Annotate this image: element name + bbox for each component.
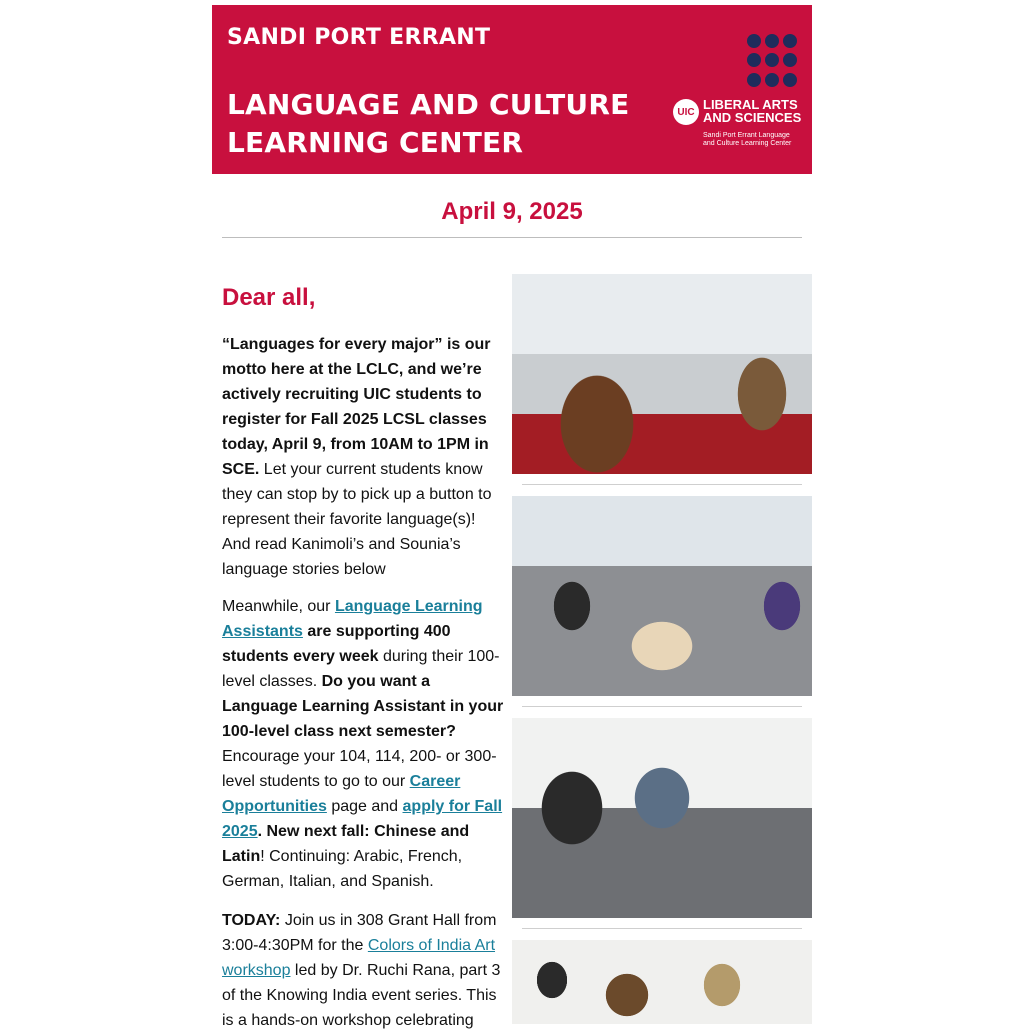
banner-title-line-2: LEARNING CENTER xyxy=(227,126,524,159)
text-segment: Join us in 308 Grant Hall from 3:00-4:30PM for the xyxy=(222,912,497,954)
banner-title-line-1: LANGUAGE AND CULTURE xyxy=(227,88,630,121)
paragraph-assistants xyxy=(222,594,504,894)
paragraph-today xyxy=(222,908,504,1033)
divider xyxy=(222,237,802,238)
dot-grid-logo-icon xyxy=(747,34,801,88)
college-subtitle: Sandi Port Errant Language and Culture Learning Center xyxy=(703,132,792,147)
text-segment: Encourage your 104, 114, 200- or 300-level students to go to our xyxy=(222,748,497,790)
bold-segment: are supporting 400 students every week xyxy=(222,623,451,665)
photo-divider xyxy=(522,484,802,485)
text-segment: page and xyxy=(326,798,403,815)
uic-logo-icon: UIC xyxy=(673,99,699,125)
text-segment: during their 100-level classes. xyxy=(222,648,500,690)
apply-fall-2025-link[interactable]: apply for Fall 2025 xyxy=(222,798,503,840)
career-opportunities-link[interactable]: Career Opportunities xyxy=(222,773,461,815)
intro-bold: “Languages for every major” is our motto here at the LCLC, and we’re actively recruiting UIC students to register for Fall 2025 LCSL classes today, April 9, from 10AM to 1PM in SCE. xyxy=(222,336,491,478)
paragraph-intro xyxy=(222,332,504,582)
greeting: Dear all, xyxy=(222,284,316,311)
colors-of-india-link[interactable]: Colors of India Art workshop xyxy=(222,937,496,979)
text-segment: Meanwhile, our xyxy=(222,598,335,615)
header-banner xyxy=(212,5,812,174)
text-segment: led by Dr. Ruchi Rana, part 3 of the Knowing India event series. This is a hands-on workshop celebrating xyxy=(222,962,501,1029)
event-photo-1 xyxy=(512,274,812,474)
college-name xyxy=(703,98,801,124)
photo-divider xyxy=(522,928,802,929)
college-line-2: AND SCIENCES xyxy=(703,110,802,125)
intro-text: Let your current students know they can stop by to pick up a button to represent their favorite language(s)! And read Kanimoli’s and Sounia’s language stories below xyxy=(222,461,492,578)
text-segment: ! Continuing: Arabic, French, German, Italian, and Spanish. xyxy=(222,848,463,890)
language-learning-assistants-link[interactable]: Language Learning Assistants xyxy=(222,598,483,640)
bold-segment: . New next fall: Chinese and Latin xyxy=(222,823,470,865)
college-line-1: LIBERAL ARTS xyxy=(703,97,798,112)
newsletter-date: April 9, 2025 xyxy=(441,198,583,225)
photo-divider xyxy=(522,706,802,707)
banner-eyebrow: SANDI PORT ERRANT xyxy=(227,25,491,50)
event-photo-2 xyxy=(512,496,812,696)
banner-title xyxy=(227,86,629,162)
bold-segment: Do you want a Language Learning Assistant in your 100-level class next semester? xyxy=(222,673,504,740)
event-photo-4 xyxy=(512,940,812,1024)
event-photo-3 xyxy=(512,718,812,918)
today-label: TODAY: xyxy=(222,912,281,929)
